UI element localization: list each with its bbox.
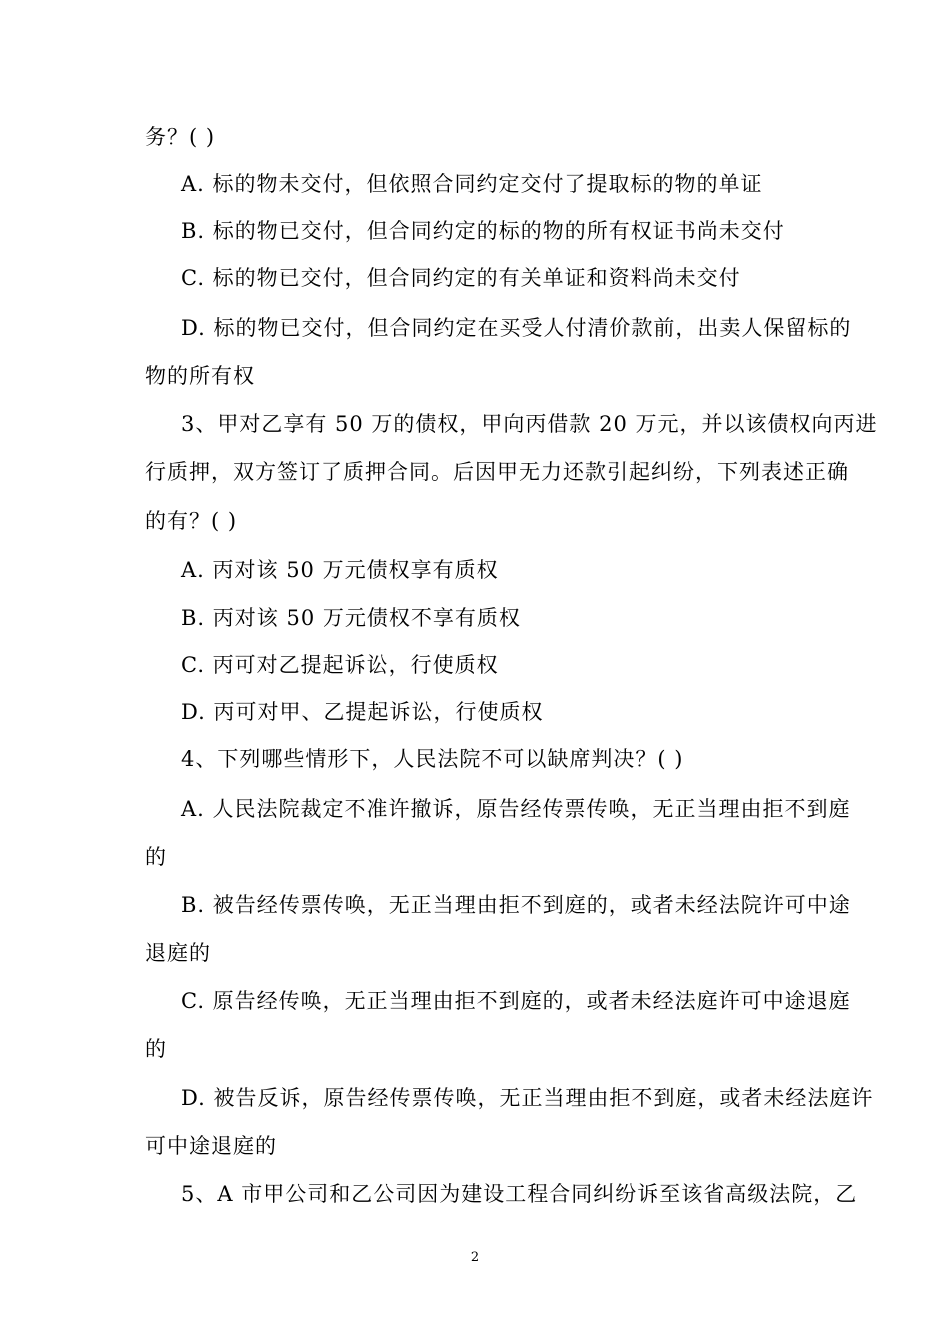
text-line: 可中途退庭的 (145, 1134, 277, 1158)
text-line: 行质押，双方签订了质押合同。后因甲无力还款引起纠纷，下列表述正确 (145, 460, 849, 484)
option-line: C. 丙可对乙提起诉讼，行使质权 (181, 653, 499, 677)
option-line: A. 标的物未交付，但依照合同约定交付了提取标的物的单证 (181, 172, 763, 196)
option-line: D. 标的物已交付，但合同约定在买受人付清价款前，出卖人保留标的 (181, 316, 852, 340)
option-line: B. 标的物已交付，但合同约定的标的物的所有权证书尚未交付 (181, 219, 785, 243)
option-line: D. 丙可对甲、乙提起诉讼，行使质权 (181, 700, 544, 724)
text-line: 的有？( ) (145, 509, 238, 533)
option-line: C. 标的物已交付，但合同约定的有关单证和资料尚未交付 (181, 266, 741, 290)
question-line: 5、A 市甲公司和乙公司因为建设工程合同纠纷诉至该省高级法院，乙 (181, 1182, 858, 1206)
option-line: D. 被告反诉，原告经传票传唤，无正当理由拒不到庭，或者未经法庭许 (181, 1086, 874, 1110)
text-line: 务？( ) (145, 125, 216, 149)
option-line: C. 原告经传唤，无正当理由拒不到庭的，或者未经法庭许可中途退庭 (181, 989, 851, 1013)
text-line: 物的所有权 (145, 364, 255, 388)
text-line: 的 (145, 1037, 167, 1061)
option-line: B. 丙对该 50 万元债权不享有质权 (181, 606, 521, 630)
question-line: 4、下列哪些情形下，人民法院不可以缺席判决？( ) (181, 747, 684, 771)
option-line: A. 丙对该 50 万元债权享有质权 (181, 558, 499, 582)
option-line: A. 人民法院裁定不准许撤诉，原告经传票传唤，无正当理由拒不到庭 (181, 797, 851, 821)
text-line: 退庭的 (145, 941, 211, 965)
option-line: B. 被告经传票传唤，无正当理由拒不到庭的，或者未经法院许可中途 (181, 893, 851, 917)
page-number: 2 (470, 1250, 480, 1265)
question-line: 3、甲对乙享有 50 万的债权，甲向丙借款 20 万元，并以该债权向丙进 (181, 412, 878, 436)
text-line: 的 (145, 845, 167, 869)
